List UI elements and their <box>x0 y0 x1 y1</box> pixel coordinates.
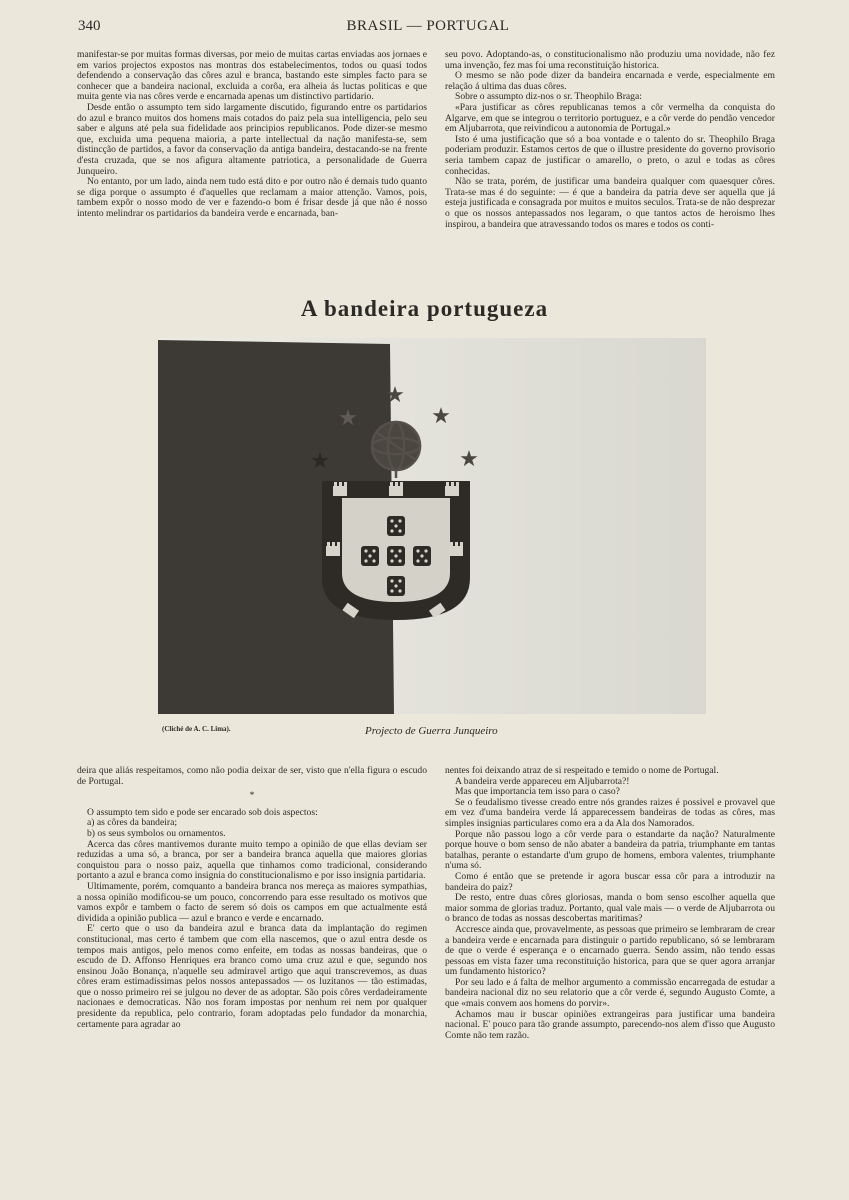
paragraph: Accresce ainda que, provavelmente, as pessoas que primeiro se lembraram de crear a bandeira verde e encarnada para distinguir o partido republicano, só se lembraram de que o verde é esperança e o encarnado guerra. Sendo assim, não tendo essas pessoas em vista fazer uma reconstituição historica, para que se quer agora arranjar um fundamento historico? <box>445 923 775 978</box>
paragraph: E' certo que o uso da bandeira azul e branca data da implantação do regimen constitucional, mas certo é tambem que com ella nascemos, que o azul entra desde os tempos mais antigos, pelo menos como enfeite, em todas as nossas bandeiras, que o escudo de D. Affonso Henriques era branco como uma cruz azul e que, segundo nos ensinou João Bonança, n'aquelle seu admiravel artigo que aqui transcrevemos, as duas côres eram estimadissimas pelos nossos antepassados — os luzitanos — tão estimadas, que o nosso primeiro rei se julgou no dever de as adoptar. São pois côres verdadeiramente nacionaes e democraticas. Não nos foram impostas por nenhum rei nem por qualquer presidente da republica, pelo contrario, foram adoptadas pelo fundador da monarchia, certamente para agradar ao <box>77 923 427 1030</box>
paragraph: Não se trata, porém, de justificar uma bandeira qualquer com quaesquer côres. Trata-se mas é do seguinte: — é que a bandeira da patria deve ser aquella que já esteja justificada e consagrada por muitos e muitos seculos. Trata-se de não desprezar o que os nossos antepassados nos legaram, o que tantos actos de heroismo lhes inspirou, a bandeira que atravessando todos os mares e todos os conti- <box>445 176 775 230</box>
quote-paragraph: «Para justificar as côres republicanas temos a côr vermelha da conquista do Algarve, em que se integrou o territorio portuguez, e a côr verde do pendão vencedor em Aljubarrota, que reivindicou a autonomia de Portugal.» <box>445 101 775 135</box>
page-number: 340 <box>78 18 101 34</box>
figure-caption: Projecto de Guerra Junqueiro <box>365 725 498 737</box>
paragraph: Como é então que se pretende ir agora buscar essa côr para a introduzir na bandeira do paiz? <box>445 870 775 893</box>
paragraph: O assumpto tem sido e pode ser encarado sob dois aspectos: <box>87 806 318 818</box>
paragraph: Mas que importancia tem isso para o caso? <box>455 786 620 798</box>
list-item: b) os seus symbolos ou ornamentos. <box>87 827 226 839</box>
paragraph: seu povo. Adoptando-as, o constitucionalismo não produziu uma novidade, não fez uma invenção, fez mas foi uma reconstituição historica. <box>445 50 775 71</box>
paragraph: deira que aliás respeitamos, como não podia deixar de ser, visto que n'ella figura o escudo de Portugal. <box>77 766 427 787</box>
paragraph: A bandeira verde appareceu em Aljubarrota?! <box>455 775 630 787</box>
article-title: A bandeira portugueza <box>300 296 549 321</box>
paragraph: No entanto, por um lado, ainda nem tudo está dito e por outro não é demais tudo quanto se diga porque o assumpto é d'aquelles que reclamam a maior attenção. Vamos, pois, tambem expôr o nosso modo de ver e fazendo-o bom é frisar desde já que não é nosso intento melindrar os partidarios da bandeira verde e encarnada, ban- <box>77 176 427 219</box>
paragraph: nentes foi deixando atraz de si respeitado e temido o nome de Portugal. <box>445 766 719 776</box>
svg-text:★: ★ <box>310 449 330 474</box>
flag-image <box>158 338 706 714</box>
flag-photo <box>158 338 706 714</box>
list-item: a) as côres da bandeira; <box>87 817 178 829</box>
running-title: BRASIL — PORTUGAL <box>346 18 510 34</box>
paragraph: Ultimamente, porém, comquanto a bandeira branca nos mereça as maiores sympathias, a nossa opinião modificou-se um pouco, concorrendo para esse resultado os motivos que vamos expôr e tambem o facto de serem só dois os campos em que actualmente está dividida a opinião publica — azul e branco e verde e encarnado. <box>77 880 427 924</box>
svg-text:★: ★ <box>385 383 405 408</box>
column-bottom-right <box>445 766 775 1166</box>
paragraph: Sobre o assumpto diz-nos o sr. Theophilo Braga: <box>455 91 642 103</box>
paragraph: De resto, entre duas côres gloriosas, manda o bom senso escolher aquella que maior somma de glorias traduz. Portanto, qual vale mais — o verde de Aljubarrota ou o branco de todas as nossas descobertas maritimas? <box>445 892 775 925</box>
paragraph: Por seu lado e á falta de melhor argumento a commissão encarregada de estudar a bandeira nacional diz no seu relatorio que a côr verde é, segundo Augusto Comte, a que «mais convem aos homens do porvir». <box>445 976 775 1010</box>
page-header <box>78 18 778 38</box>
column-top-right <box>445 50 775 272</box>
svg-text:★: ★ <box>459 447 479 472</box>
section-separator: * <box>249 790 255 802</box>
svg-text:★: ★ <box>338 406 358 431</box>
paragraph: Desde então o assumpto tem sido largamente discutido, figurando entre os partidarios do azul e branco muitos dos homens mais cotados do paiz pela sua intelligencia, pelo seu saber e alguns até pela sua fidelidade aos principios republicanos. Pode dizer-se mesmo que, excluida uma pequena maioria, a parte intellectual da nação manifesta-se, sem distincção de partidos, a favor da conservação da antiga bandeira, destacando-se na frente d'esta cruzada, que se nos afigura altamente patriotica, a personalidade de Guerra Junqueiro. <box>77 101 427 177</box>
paragraph: Isto é uma justificação que só a boa vontade e o talento do sr. Theophilo Braga poderiam produzir. Estamos certos de que o illustre presidente do governo provisorio seria tambem capaz de justificar o amarello, o preto, o azul e todas as côres conhecidas. <box>445 133 775 177</box>
paragraph: Se o feudalismo tivesse creado entre nós grandes raizes é possivel e provavel que em vez d'uma bandeira verde lá apparecessem bandeiras de todas as côres, mas simples insignias particulares como era a da Ala dos Namorados. <box>445 796 775 829</box>
paragraph: Porque não passou logo a côr verde para o estandarte da nação? Naturalmente porque houve o bom senso de não abater a bandeira da patria, triumphante em tantas batalhas, perante o estandarte d'um grupo de homens, embora valentes, triumphante n'uma só. <box>445 828 775 872</box>
svg-text:★: ★ <box>431 404 451 429</box>
column-top-left <box>77 50 427 272</box>
paragraph: Acerca das côres mantivemos durante muito tempo a opinião de que ellas deviam ser reduzidas a uma só, a branca, por ser a bandeira branca aquella que maiores glorias conquistou para o nosso paiz, aquella que tinhamos como tradicional, considerando portanto a azul e branca como insignia do constitucionalismo e por isso insignia partidaria. <box>77 838 427 882</box>
paragraph: O mesmo se não pode dizer da bandeira encarnada e verde, especialmente em relação á ultima das duas côres. <box>445 70 775 92</box>
paragraph: Achamos mau ir buscar opiniões extrangeiras para justificar uma bandeira nacional. E' pouco para tão grande assumpto, parecendo-nos alem d'isso que Augusto Comte não tem razão. <box>445 1008 775 1041</box>
photo-credit: (Cliché de A. C. Lima). <box>162 725 231 733</box>
column-bottom-left <box>77 766 427 1166</box>
paragraph: manifestar-se por muitas formas diversas, por meio de muitas cartas enviadas aos jornaes e em varios projectos expostos nas montras dos estabelecimentos, todos ou quasi todos defendendo a conservação das côres azul e branca, bastando este simples facto para se conhecer que a bandeira nacional, excluida a corôa, era alheia ás luctas politicas e que muita gente via nas côres verde e encarnada apenas um distinctivo partidario. <box>77 50 427 103</box>
